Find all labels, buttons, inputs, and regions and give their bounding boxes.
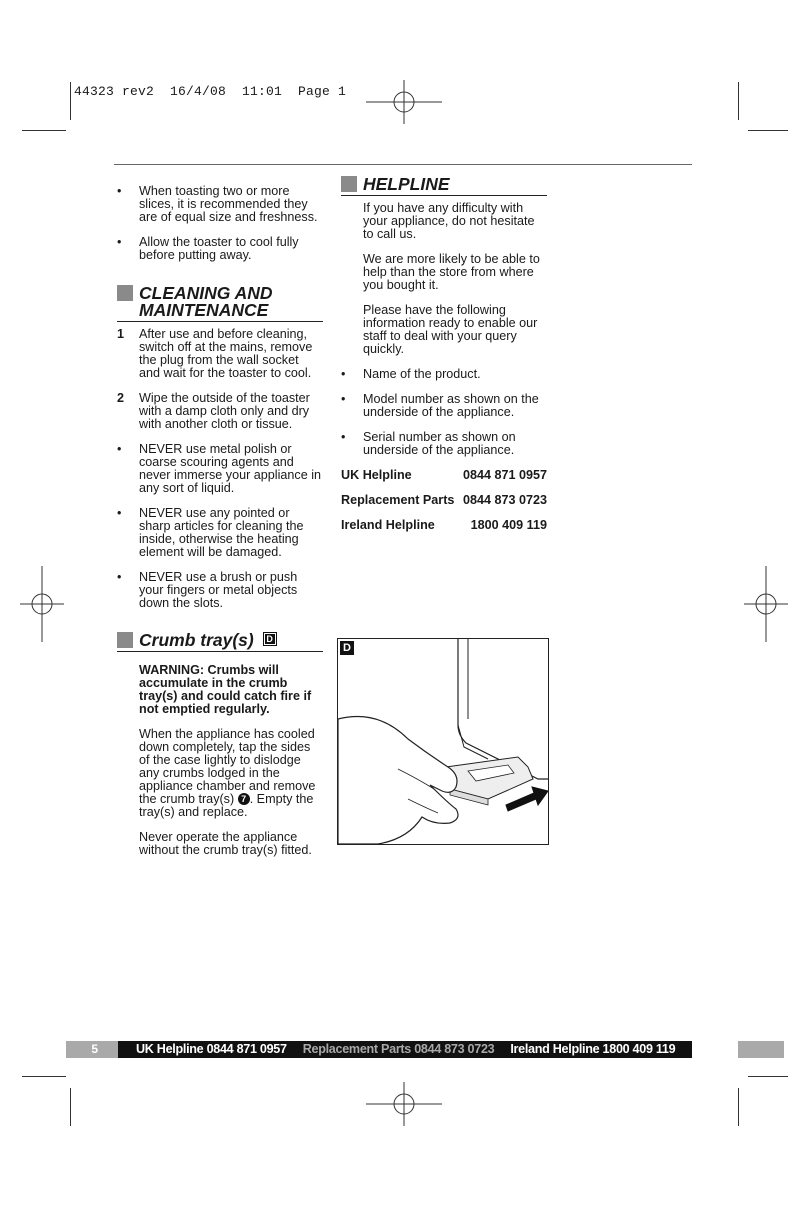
warning-text: WARNING: Crumbs will accumulate in the crumb tray(s) and could catch fire if not emptied regularly. bbox=[139, 663, 312, 716]
helpline-para: If you have any difficulty with your appliance, do not hesitate to call us. bbox=[363, 201, 535, 241]
helpline-row-ireland: Ireland Helpline 1800 409 119 bbox=[341, 518, 547, 532]
crumb-instructions: When the appliance has cooled down completely, tap the sides of the case lightly to dislodge any crumbs lodged in the appliance chamber and remove the crumb tray(s) 7 . Empty the tray(s) and replace. bbox=[139, 727, 316, 819]
helpline-para: Please have the following information ready to enable our staff to deal with your query quickly. bbox=[363, 303, 538, 356]
crumb-note: Never operate the appliance without the crumb tray(s) fitted. bbox=[139, 830, 312, 857]
print-slug: 44323 rev2 16/4/08 11:01 Page 1 bbox=[74, 84, 347, 99]
right-column bbox=[341, 176, 547, 544]
crop-mark-bottom-right-v bbox=[738, 1088, 739, 1126]
crop-mark-top-right-v bbox=[738, 82, 739, 120]
crumb-tray-illustration bbox=[337, 638, 549, 845]
cleaning-heading: CLEANING AND MAINTENANCE bbox=[117, 285, 323, 322]
top-rule bbox=[114, 164, 692, 165]
number-7-icon: 7 bbox=[238, 793, 250, 805]
crop-mark-bottom-left-v bbox=[70, 1088, 71, 1126]
hand-removing-tray-drawing bbox=[338, 639, 548, 844]
crumb-tray-heading: Crumb tray(s) D bbox=[117, 632, 323, 652]
footer-replacement-parts: Replacement Parts 0844 873 0723 bbox=[302, 1042, 495, 1056]
helpline-row-uk: UK Helpline 0844 871 0957 bbox=[341, 468, 547, 482]
list-item: • NEVER use a brush or push your fingers or metal objects down the slots. bbox=[117, 570, 298, 610]
helpline-heading: HELPLINE bbox=[341, 176, 547, 196]
section-square-icon bbox=[117, 632, 133, 648]
registration-mark-left bbox=[20, 566, 64, 642]
crop-mark-top-left-h bbox=[22, 130, 66, 131]
left-column bbox=[117, 185, 323, 869]
registration-mark-top bbox=[366, 80, 442, 124]
footer-uk-helpline: UK Helpline 0844 871 0957 bbox=[136, 1042, 287, 1056]
list-item: • NEVER use metal polish or coarse scouring agents and never immerse your appliance in any sort of liquid. bbox=[117, 442, 321, 495]
footer-helpline-bar bbox=[118, 1041, 692, 1058]
figure-d-badge: D bbox=[263, 632, 277, 646]
crop-mark-bottom-left-h bbox=[22, 1076, 66, 1077]
registration-mark-right bbox=[744, 566, 788, 642]
helpline-para: We are more likely to be able to help than the store from where you bought it. bbox=[363, 252, 540, 292]
list-item: • Allow the toaster to cool fully before putting away. bbox=[117, 235, 299, 262]
list-item: • Model number as shown on the underside of the appliance. bbox=[341, 392, 539, 419]
page-number: 5 bbox=[66, 1041, 118, 1058]
crop-mark-bottom-right-h bbox=[748, 1076, 788, 1077]
list-item: • Serial number as shown on underside of the appliance. bbox=[341, 430, 516, 457]
list-item: • Name of the product. bbox=[341, 367, 481, 381]
footer-ireland-helpline: Ireland Helpline 1800 409 119 bbox=[510, 1042, 676, 1056]
crop-mark-top-right-h bbox=[748, 130, 788, 131]
list-item: • NEVER use any pointed or sharp articles for cleaning the inside, otherwise the heating element will be damaged. bbox=[117, 506, 304, 559]
crop-mark-top-left-v bbox=[70, 82, 71, 120]
list-item: • When toasting two or more slices, it is recommended they are of equal size and freshness. bbox=[117, 184, 318, 224]
registration-mark-bottom bbox=[366, 1082, 442, 1126]
footer-grey-tab bbox=[738, 1041, 784, 1058]
helpline-row-parts: Replacement Parts 0844 873 0723 bbox=[341, 493, 547, 507]
section-square-icon bbox=[117, 285, 133, 301]
step-1: 1 After use and before cleaning, switch off at the mains, remove the plug from the wall socket and wait for the toaster to cool. bbox=[117, 327, 313, 380]
figure-label: D bbox=[340, 641, 354, 655]
step-2: 2 Wipe the outside of the toaster with a damp cloth only and dry with another cloth or tissue. bbox=[117, 391, 310, 431]
section-square-icon bbox=[341, 176, 357, 192]
